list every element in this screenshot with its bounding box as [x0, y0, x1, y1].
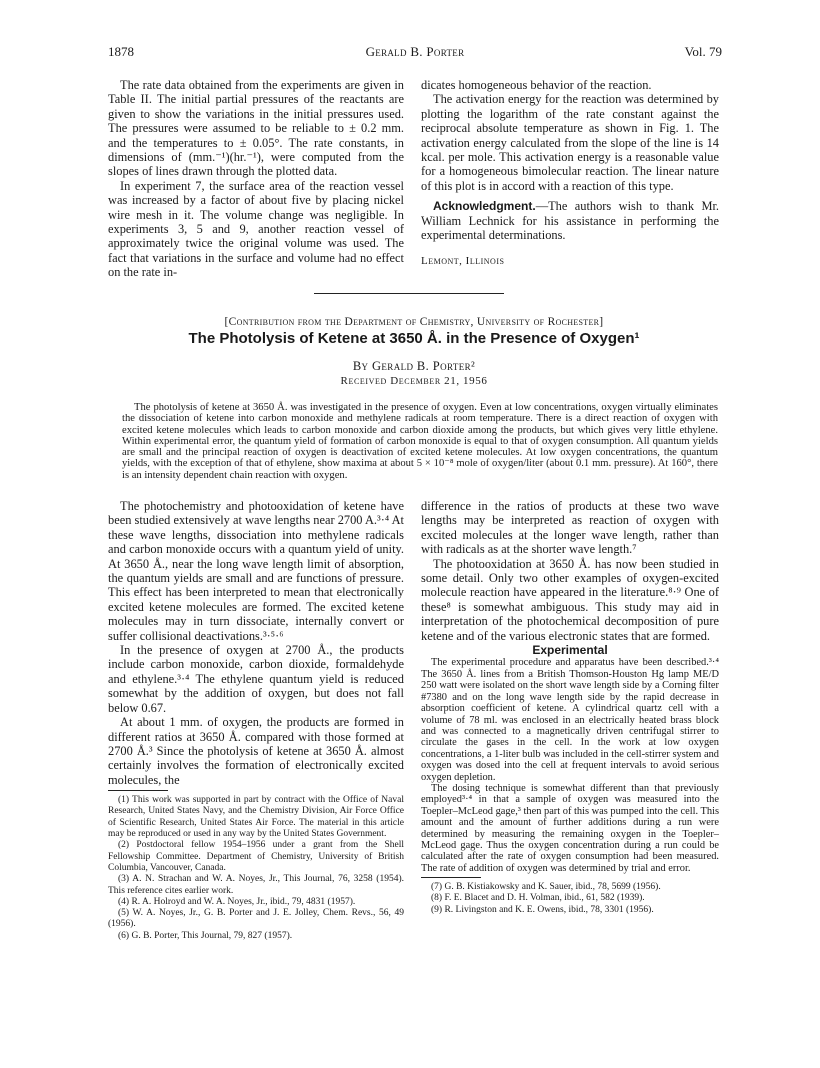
paragraph: The photooxidation at 3650 Å. has now been studied in some detail. Only two other examples of oxygen-excited molecule reaction have appeared in the literature.⁸·⁹ One of these⁸ is somewhat ambiguous. This study may aid in interpretation of the photochemical decomposition of pure ketene and of the various electronic states that are formed.	[421, 556, 719, 643]
paragraph: dicates homogeneous behavior of the reaction.	[421, 78, 652, 92]
footnote: (9) R. Livingston and K. E. Owens, ibid., 78, 3301 (1956).	[431, 904, 654, 915]
paragraph: The experimental procedure and apparatus have been described.³·⁴ The 3650 Å. lines from a British Thomson-Houston Hg lamp ME/D 250 watt were isolated on the short wave length side by a Corning filter #7380 and on the long wave length side by the rapid decrease in absorption coefficient of ketene. A cylindrical quartz cell with a volume of 78 ml. was enclosed in an electrically heated brass block and was connected to a magnetically driven centrifugal stirrer to circulate the gases in the cell. In the work at low oxygen concentrations, a 1-liter bulb was included in the cell-stirrer system and oxygen was dosed into the cell at frequent intervals to avoid serious oxygen depletion.	[421, 657, 719, 783]
footnote: (1) This work was supported in part by contract with the Office of Naval Research, United States Navy, and the Chemistry Division, Air Force Office of Scientific Research, United States Air Force. The material in this article may be reproduced or used in any way by the United States Government.	[108, 795, 404, 840]
paragraph: The activation energy for the reaction was determined by plotting the logarithm of the rate constant against the reciprocal absolute temperature as shown in Fig. 1. The activation energy calculated from the slope of the line is 14 kcal. per mole. This activation energy is a reasonable value for a homogeneous bimolecular reaction. The linear nature of this plot is in accord with a reaction of this type.	[421, 92, 719, 193]
article-left-column	[108, 499, 404, 942]
footnote: (6) G. B. Porter, This Journal, 79, 827 (1957).	[118, 930, 293, 941]
acknowledgment-text: —The authors wish to thank Mr. William Lechnick for his assistance in performing the experimental determinations.	[421, 199, 719, 243]
paragraph: difference in the ratios of products at these two wave lengths may be interpreted as reaction of oxygen with excited molecules at the longer wave length, rather than with radicals as at the shorter wave length.⁷	[421, 499, 719, 557]
paragraph: The photochemistry and photooxidation of ketene have been studied extensively at wave lengths near 2700 A.³·⁴ At these wave lengths, dissociation into methylene radicals and carbon monoxide occurs with a quantum yield of unity. At 3650 Å., near the long wave length limit of absorption, the quantum yields are small and are functions of pressure. This effect has been interpreted to mean that electronically excited ketene molecules are formed. The excited ketene molecules may in turn dissociate, internally convert or suffer collisional deactivations.³·⁵·⁶	[108, 499, 404, 643]
acknowledgment-heading: Acknowledgment.	[433, 199, 536, 214]
volume-label: Vol. 79	[684, 44, 722, 59]
abstract: The photolysis of ketene at 3650 Å. was investigated in the presence of oxygen. Even at low concentrations, oxygen virtually eliminates the dissociation of ketene into carbon monoxide and methylene radicals at room temperature. There is a direct reaction of oxygen with excited ketene molecules which leads to carbon monoxide and carbon dioxide among the products, but which gives very little ethylene. Within experimental error, the quantum yield of formation of carbon monoxide is equal to that of oxygen consumption. All quantum yields are small and the principal reaction of oxygen is deactivation of excited ketene molecules. At low oxygen concentrations, the quantum yields, with the exception of that of ethylene, show maxima at about 5 × 10⁻⁸ mole of oxygen/liter (about 0.1 mm. pressure). At 160°, there is an intensity dependent chain reaction with oxygen.	[122, 402, 718, 481]
footnote-divider	[421, 877, 481, 878]
footnotes	[108, 795, 404, 942]
author-location: Lemont, Illinois	[421, 255, 505, 268]
article-title: The Photolysis of Ketene at 3650 Å. in the Presence of Oxygen¹	[188, 330, 640, 347]
paragraph: The dosing technique is somewhat different than that previously employed³·⁴ in that a sample of oxygen was measured into the Toepler–McLeod gage,³ then part of this was pumped into the cell. This amount and the amount of further additions during a run were determined by measuring the remaining oxygen in the Toepler–McLeod gage. Thus the oxygen concentration during a run could be calculated after the rate of oxygen consumption had been measured. The rate of addition of oxygen was determined by trial and error.	[421, 782, 719, 874]
paragraph: At about 1 mm. of oxygen, the products are formed in different ratios at 3650 Å. compared with those formed at 2700 Å.³ Since the photolysis of ketene at 3650 Å. almost certainly involves the formation of electronically excited molecules, the	[108, 715, 404, 787]
paragraph: The rate data obtained from the experiments are given in Table II. The initial partial pressures of the reactants are given to show the variations in the initial pressures used. The pressures were assumed to be reliable to ± 0.2 mm. and the temperatures to ± 0.05°. The rate constants, in dimensions of (mm.⁻¹)(hr.⁻¹), were computed from the slopes of lines drawn through the plotted data.	[108, 78, 404, 179]
footnote: (4) R. A. Holroyd and W. A. Noyes, Jr., ibid., 79, 4831 (1957).	[118, 896, 356, 907]
contribution-line: [Contribution from the Department of Chemistry, University of Rochester]	[224, 316, 604, 328]
footnote: (3) A. N. Strachan and W. A. Noyes, Jr., This Journal, 76, 3258 (1954). This reference cites earlier work.	[108, 874, 404, 896]
paragraph: In experiment 7, the surface area of the reaction vessel was increased by a factor of about five by placing nickel wire mesh in it. The volume change was negligible. In experiments 3, 5 and 9, another reaction vessel of approximately twice the original volume was used. The fact that variations in the surface and volume had no effect on the rate in-	[108, 178, 404, 280]
footnote: (8) F. E. Blacet and D. H. Volman, ibid., 61, 582 (1939).	[431, 893, 645, 904]
footnote: (2) Postdoctoral fellow 1954–1956 under a grant from the Shell Fellowship Committee. Department of Chemistry, University of British Columbia, Vancouver, Canada.	[108, 840, 404, 873]
footnote: (7) G. B. Kistiakowsky and K. Sauer, ibid., 78, 5699 (1956).	[431, 882, 661, 893]
experimental-section	[421, 657, 719, 874]
footnote-divider	[108, 790, 168, 791]
footnote: (5) W. A. Noyes, Jr., G. B. Porter and J. E. Jolley, Chem. Revs., 56, 49 (1956).	[108, 908, 404, 930]
paragraph: In the presence of oxygen at 2700 Å., the products include carbon monoxide, carbon dioxide, formaldehyde and ethylene.³·⁴ The ethylene quantum yield is reduced somewhat by the addition of oxygen, but does not fall below 0.67.	[108, 643, 404, 715]
acknowledgment	[421, 199, 719, 242]
footnotes	[421, 882, 719, 916]
section-divider	[314, 293, 504, 294]
prev-article-left-column	[108, 78, 404, 280]
running-author: Gerald B. Porter	[365, 44, 465, 59]
article-right-column	[421, 499, 719, 916]
prev-article-right-column	[421, 78, 719, 269]
page-number: 1878	[108, 44, 134, 59]
running-header	[108, 44, 722, 64]
section-heading: Experimental	[532, 643, 608, 658]
received-date: Received December 21, 1956	[340, 375, 488, 387]
author-byline: By Gerald B. Porter²	[352, 359, 476, 373]
